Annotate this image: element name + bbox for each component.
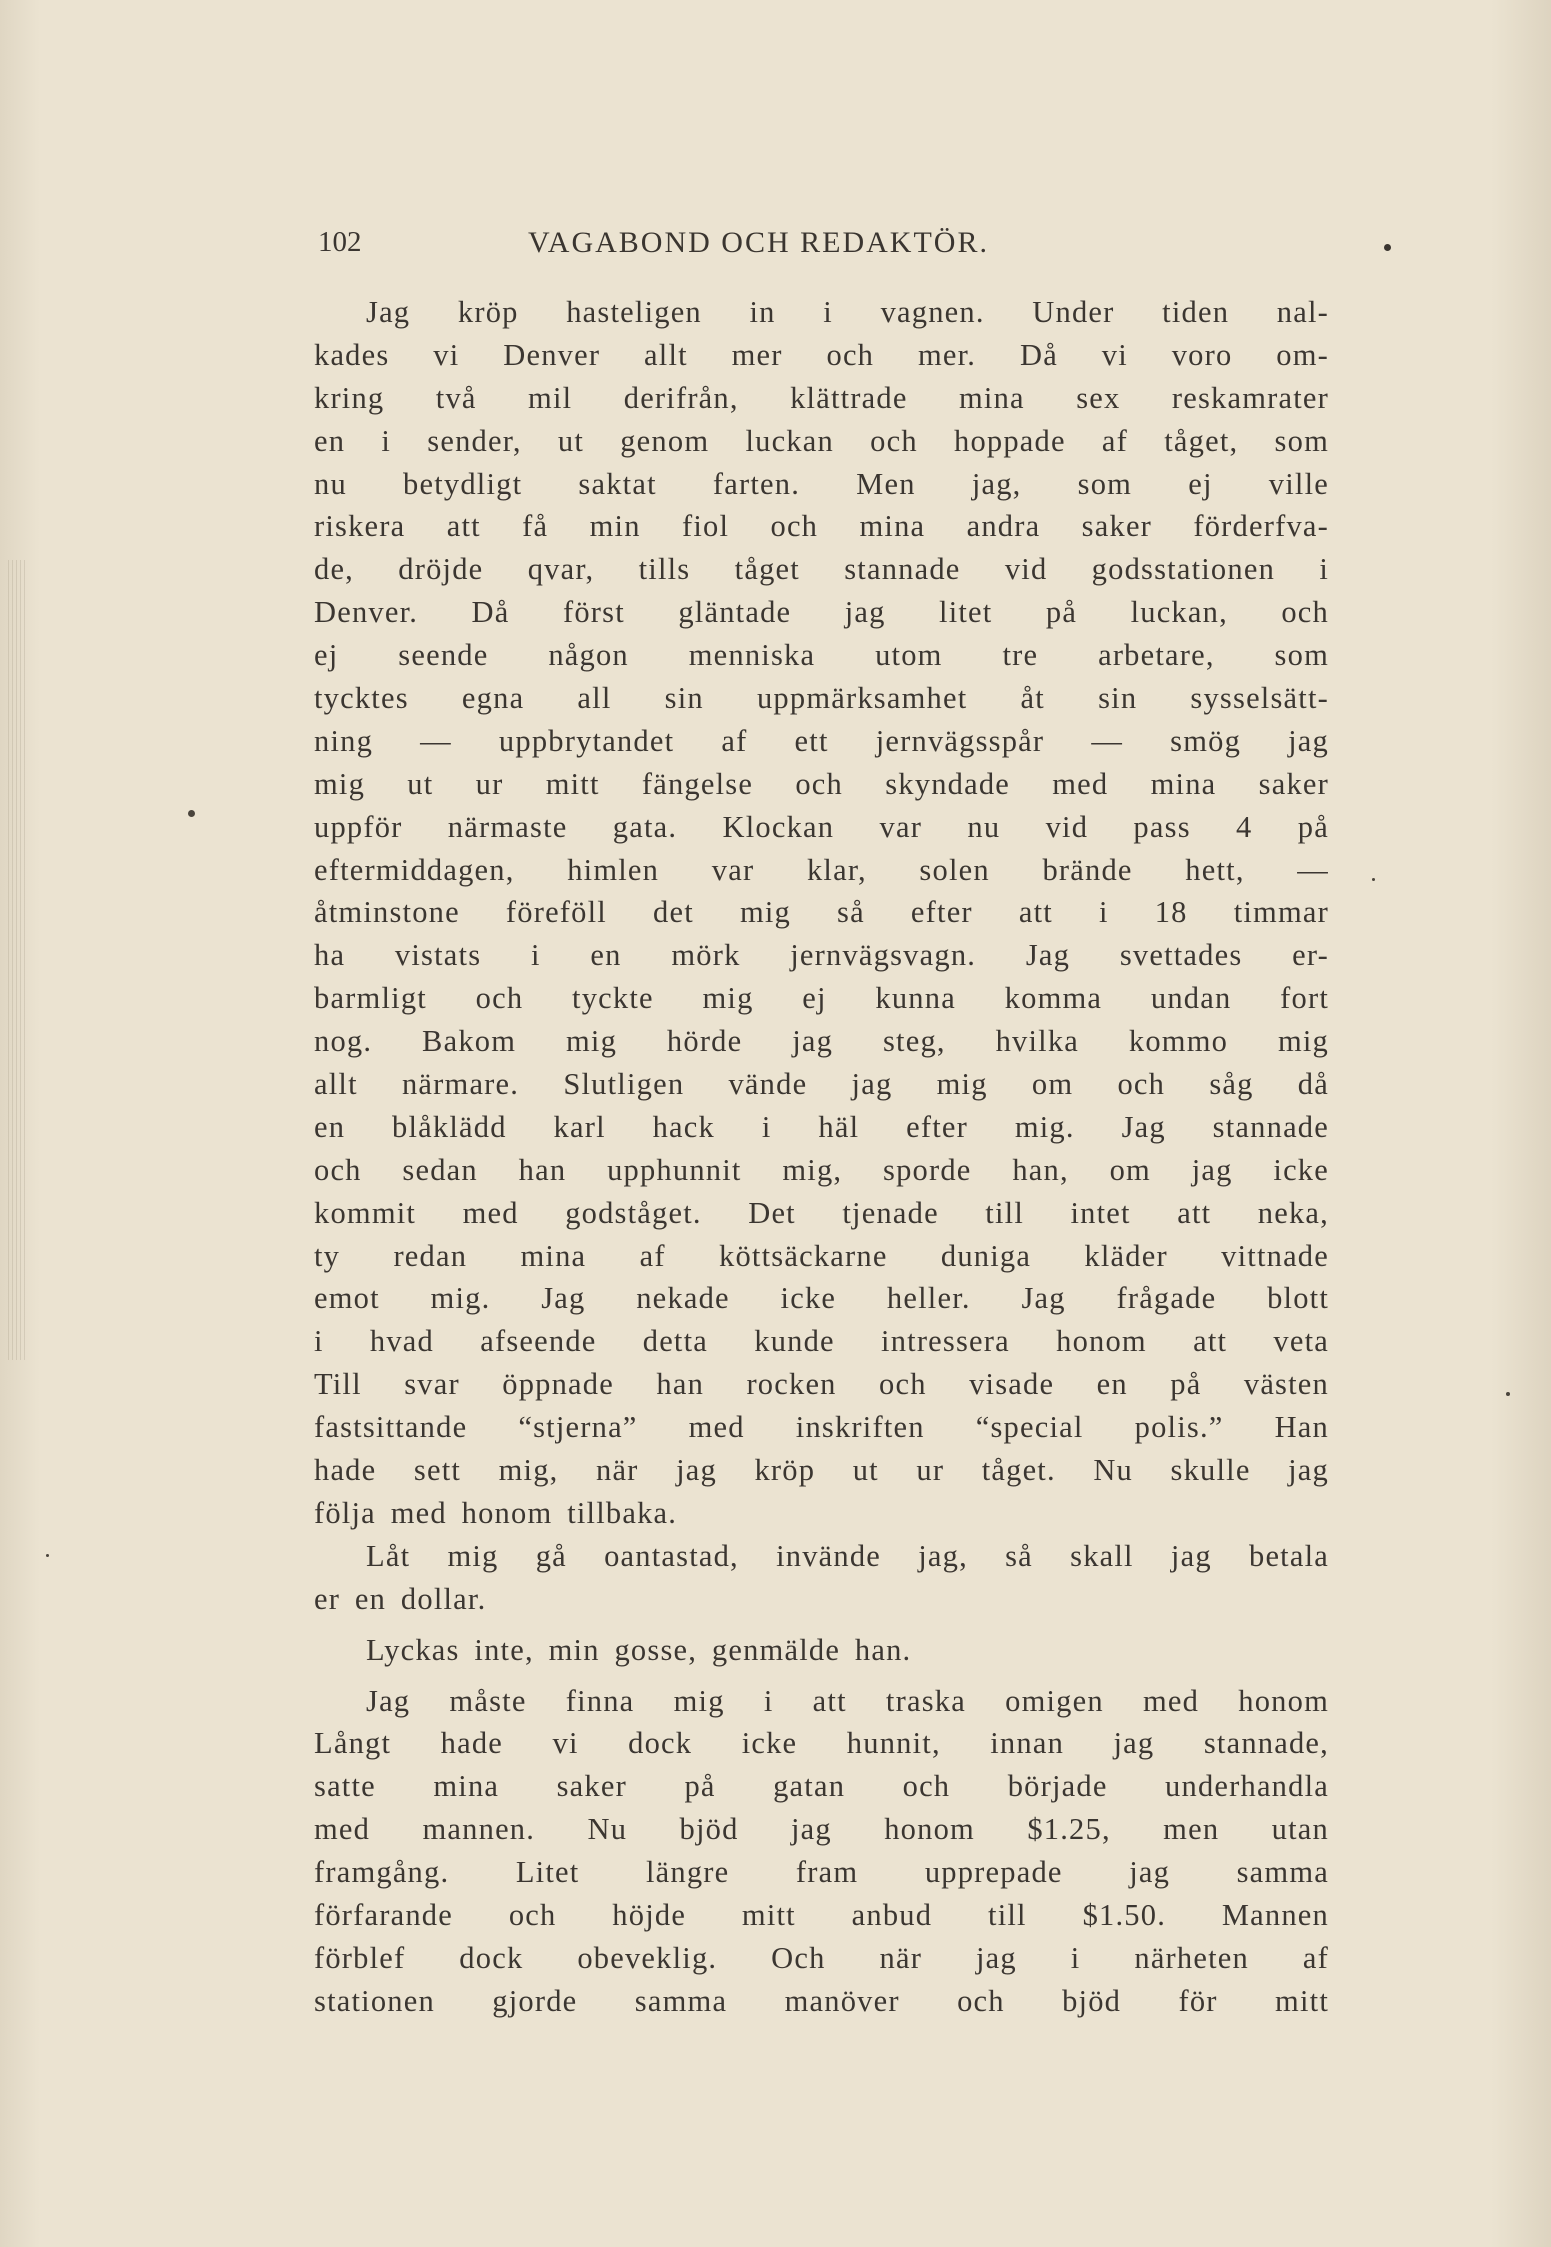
- text-line: förblef dock obeveklig. Och när jag i närheten af: [314, 1940, 1329, 1975]
- text-line: er en dollar.: [314, 1581, 487, 1616]
- text-line: mig ut ur mitt fängelse och skyndade med mina saker: [314, 766, 1329, 801]
- text-line: de, dröjde qvar, tills tåget stannade vid godsstationen i: [314, 552, 1329, 587]
- text-line: åtminstone föreföll det mig så efter att i 18 timmar: [314, 895, 1329, 930]
- page-edge-marks: [8, 560, 26, 1360]
- paragraph: [314, 1680, 1329, 2023]
- text-line: i hvad afseende detta kunde intressera honom att veta: [314, 1324, 1329, 1359]
- text-line: hade sett mig, när jag kröp ut ur tåget. Nu skulle jag: [314, 1453, 1329, 1488]
- paragraph: [314, 1535, 1329, 1621]
- text-line: kommit med godståget. Det tjenade till intet att neka,: [314, 1195, 1329, 1230]
- text-line: en i sender, ut genom luckan och hoppade af tåget, som: [314, 423, 1329, 458]
- text-line: Till svar öppnade han rocken och visade en på västen: [314, 1367, 1329, 1402]
- text-line: med mannen. Nu bjöd jag honom $1.25, men utan: [314, 1812, 1329, 1847]
- text-line: satte mina saker på gatan och började underhandla: [314, 1769, 1329, 1804]
- page-number: 102: [318, 226, 362, 258]
- header-dot: [1384, 244, 1391, 251]
- text-line: riskera att få min fiol och mina andra saker förderfva-: [314, 509, 1329, 544]
- text-line: ej seende någon menniska utom tre arbetare, som: [314, 638, 1329, 673]
- text-line: Lyckas inte, min gosse, genmälde han.: [366, 1632, 912, 1667]
- text-line: barmligt och tyckte mig ej kunna komma undan fort: [314, 981, 1329, 1016]
- print-speck: [46, 1554, 49, 1557]
- text-line: Jag måste finna mig i att traska omigen med honom: [366, 1683, 1329, 1718]
- paragraph: [314, 291, 1329, 1535]
- body-text: [314, 291, 1329, 2023]
- text-line: allt närmare. Slutligen vände jag mig om och såg då: [314, 1067, 1329, 1102]
- text-line: nog. Bakom mig hörde jag steg, hvilka kommo mig: [314, 1024, 1329, 1059]
- text-line: följa med honom tillbaka.: [314, 1495, 678, 1530]
- text-line: nu betydligt saktat farten. Men jag, som ej ville: [314, 466, 1329, 501]
- text-line: stationen gjorde samma manöver och bjöd för mitt: [314, 1983, 1329, 2018]
- text-line: förfarande och höjde mitt anbud till $1.50. Mannen: [314, 1897, 1329, 1932]
- text-line: Låt mig gå oantastad, invände jag, så skall jag betala: [366, 1538, 1329, 1573]
- text-line: ty redan mina af köttsäckarne duniga kläder vittnade: [314, 1238, 1329, 1273]
- text-line: Denver. Då först gläntade jag litet på luckan, och: [314, 595, 1329, 630]
- paragraph: [314, 1629, 1329, 1672]
- text-line: kring två mil derifrån, klättrade mina sex reskamrater: [314, 380, 1329, 415]
- text-line: emot mig. Jag nekade icke heller. Jag frågade blott: [314, 1281, 1329, 1316]
- page-header: [318, 226, 1428, 266]
- text-line: och sedan han upphunnit mig, sporde han, om jag icke: [314, 1152, 1329, 1187]
- text-line: framgång. Litet längre fram upprepade jag samma: [314, 1855, 1329, 1890]
- print-speck: [1372, 878, 1375, 881]
- text-line: uppför närmaste gata. Klockan var nu vid pass 4 på: [314, 809, 1329, 844]
- print-speck: [1506, 1392, 1510, 1396]
- paragraph-gap: [314, 1672, 1329, 1680]
- text-line: kades vi Denver allt mer och mer. Då vi voro om-: [314, 337, 1329, 372]
- text-line: fastsittande “stjerna” med inskriften “special polis.” Han: [314, 1410, 1329, 1445]
- text-line: ning — uppbrytandet af ett jernvägsspår — smög jag: [314, 723, 1329, 758]
- paragraph-gap: [314, 1621, 1329, 1629]
- text-line: en blåklädd karl hack i häl efter mig. Jag stannade: [314, 1109, 1329, 1144]
- text-line: ha vistats i en mörk jernvägsvagn. Jag svettades er-: [314, 938, 1329, 973]
- text-line: tycktes egna all sin uppmärksamhet åt sin sysselsätt-: [314, 681, 1329, 716]
- text-line: Jag kröp hasteligen in i vagnen. Under tiden nal-: [366, 295, 1329, 329]
- running-title: VAGABOND OCH REDAKTÖR.: [528, 226, 989, 259]
- text-line: eftermiddagen, himlen var klar, solen brände hett, —: [314, 852, 1329, 887]
- text-line: Långt hade vi dock icke hunnit, innan jag stannade,: [314, 1726, 1329, 1761]
- print-speck: [188, 810, 195, 817]
